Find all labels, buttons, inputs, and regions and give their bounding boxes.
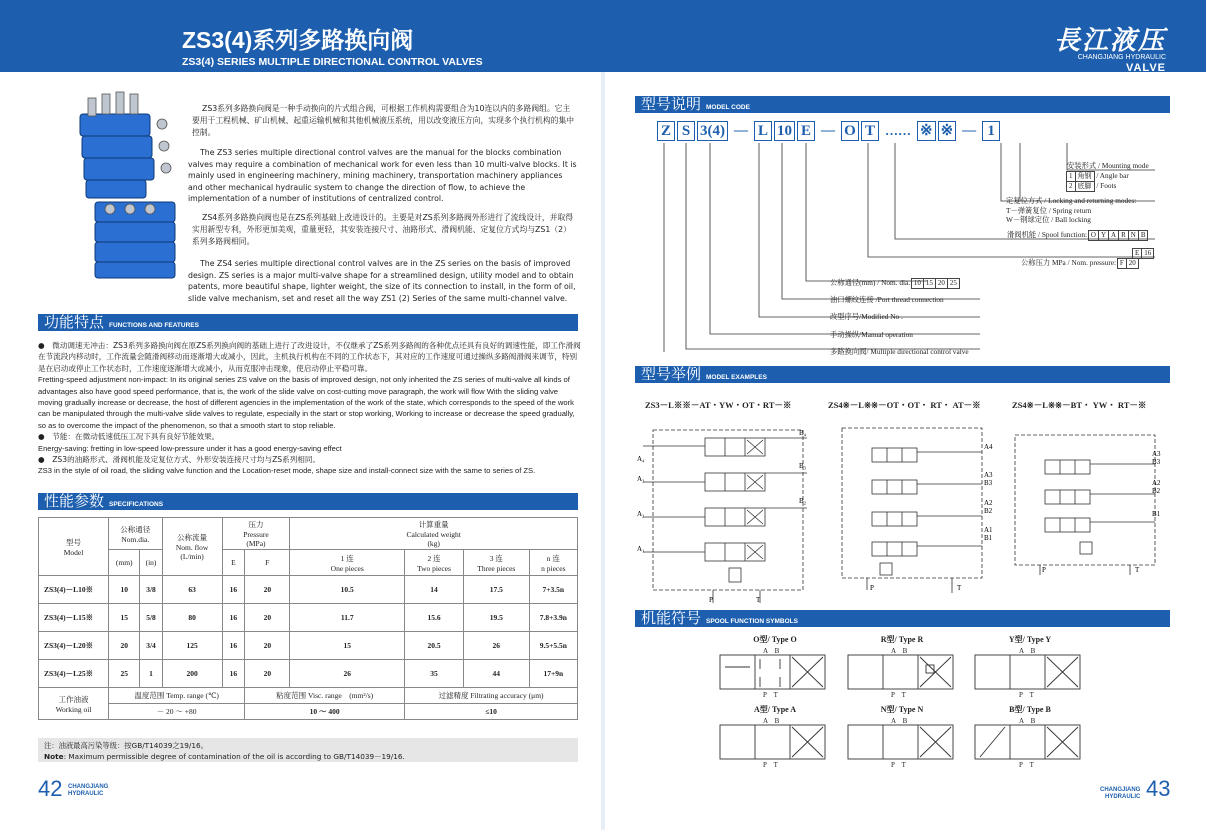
specs-title-en: SPECIFICATIONS [109,501,164,508]
example-1-code: ZS3－L※※－AT・YW・OT・RT－※ [645,400,792,410]
model-code-title: 型号说明 [641,95,702,113]
code-x2: ※ [938,121,957,141]
sym-r-pt: P T [891,691,906,699]
table-row: ZS3(4)－L25※ 25 1 200 16 20 26 35 44 17+9n [39,660,578,688]
note-zh: 注：油液最高污染等级：按GB/T14039之19/16。 [44,741,208,750]
valve-product-image [70,84,190,294]
spool-function-label: 滑阀机能 / Spool function: O Y A R N B [1007,230,1148,241]
code-press: E [797,121,815,141]
manual-operation-label: 手动操纵/Manual operation [830,330,913,339]
sym-y-pt: P T [1019,691,1034,699]
feature-3-zh: ● ZS3的油路形式、滑阀机能及定复位方式、外形安装连接尺寸均与ZS系列相同。 [38,455,321,465]
feature-2-en: Energy-saving: fretting in low-speed low-pressure under it has a good energy-saving effect [38,443,342,453]
col-model-header: 型号 Model [39,518,109,576]
example-2-circuit [832,418,1007,598]
ex1-port-a4: A₄ [637,455,645,463]
model-code-row [657,121,1000,141]
code-z: Z [657,121,675,141]
visc-range-value: 10 ～ 400 [245,704,405,720]
code-dash: — [821,123,835,138]
table-row: ZS3(4)－L10※ 10 3/8 63 16 20 10.5 14 17.5 7+3.5n [39,576,578,604]
specs-title: 性能参数 [44,492,105,510]
code-spool: O [841,121,859,141]
ex3-port-b3: B3 [1152,458,1161,466]
symbol-type-b-title: B型/ Type B [1009,705,1051,714]
sym-a-pt: P T [763,761,778,769]
symbols-bar [635,610,1170,627]
feature-1-en: Fretting-speed adjustment non-impact: In its original series ZS valve on the basis of improved design, not only inherited the ZS series of multi-valve all kinds of advantages also have good speed performance, that is, the work of the slide valve on cost-cutting move paragraph, the work will flow With the sliding valve moving gradually increase or decrease, the host of different agencies in the implementation of the work of the state, which corresponds to the speed of the work can be manipulated through the multi-valve slide valves to regulate, especially in the start or stop working, Working to increase or decrease the speed gradually, so as to overcome the impact of the phenomenon, so that a smooth start to stop reliable. [38,375,575,430]
examples-bar [635,366,1170,383]
pressure-label: 公称压力 MPa / Nom. pressure: F 20 [1021,258,1139,269]
lock-label: 定复位方式 / Locking and returning modes: [1006,196,1137,205]
sym-r-ab: A B [891,647,908,655]
table-row: ZS3(4)－L15※ 15 5/8 80 16 20 11.7 15.6 19.5 7.8+3.9n [39,604,578,632]
lock-option-2: W－钢球定位 / Ball locking [1006,215,1091,224]
example-1-circuit [635,418,820,608]
ex3-port-p: P [1042,566,1046,574]
oil-note [38,738,578,762]
sym-o-pt: P T [763,691,778,699]
example-3-code: ZS4※－L※※－BT・ YW・ RT－※ [1012,400,1147,410]
ex3-port-a3: A3 [1152,450,1161,458]
ex2-port-b3: B3 [984,479,993,487]
ex3-port-a2: A2 [1152,479,1161,487]
unit-e: E [222,550,245,576]
feature-1-zh: ● 微动调速无冲击：ZS3系列多路换向阀在原ZS系列换向阀的基础上进行了改进设计，不仅继承了ZS系列多路阀的各种优点还具有良好的调速性能，即工作滑阀在节流段内移动时，工作流量会随滑阀移动而逐渐增大或减小，因此，主机执行机构在不同的工作状态下，其对应的工作速度可通过操纵多路阀滑阀来调节，特别是在启动或停止工作状态时，工作速度逐渐增大或减小，从而克服冲击现象，使启动停止平稳可靠。 [38,341,581,373]
port-thread-label: 油口螺纹连接 /Port thread connection [830,295,944,304]
unit-f: F [245,550,290,576]
ex1-port-a2: A₂ [637,510,645,518]
examples-title: 型号举例 [641,365,702,383]
code-s: S [677,121,695,141]
nom-dia-label: 公称通径(mm) / Nom. dia. 10 15 20 25 [830,278,960,289]
page-subtitle: ZS3(4) SERIES MULTIPLE DIRECTIONAL CONTROL VALVES [182,56,483,68]
lock-option-1: T－弹簧复位 / Spring return [1006,206,1092,215]
sym-y-ab: A B [1019,647,1036,655]
code-lock: T [861,121,879,141]
symbol-type-o-title: O型/ Type O [753,635,797,644]
col-3pc: 3 连 Three pieces [463,550,529,576]
ex1-port-b3: B₃ [799,462,807,470]
code-l: L [754,121,772,141]
temp-range-value: － 20 ～ +80 [109,704,245,720]
ex3-port-b1: B1 [1152,510,1161,518]
features-title-en: FUNCTIONS AND FEATURES [109,322,199,329]
code-mount: 1 [982,121,1000,141]
example-2-code: ZS4※－L※※－OT・OT・ RT・ AT－※ [828,400,981,410]
ex1-port-t: T [756,596,761,604]
ex2-port-p: P [870,584,874,592]
unit-mm: (mm) [109,550,140,576]
col-flow-header: 公称流量 Nom. flow (L/min) [162,518,222,576]
ex2-port-a1: A1 [984,526,993,534]
feature-3-en: ZS3 in the style of oil road, the sliding valve function and the Location-reset mode, shape size and install-connect size with the same to series of ZS. [38,466,536,476]
model-code-bar [635,96,1170,113]
col-1pc: 1 连 One pieces [290,550,405,576]
examples-title-en: MODEL EXAMPLES [706,374,767,381]
col-npc: n 连 n pieces [529,550,577,576]
page-title: ZS3(4)系列多路换向阀 [182,27,414,53]
filtration-value: ≤10 [405,704,578,720]
sym-a-ab: A B [763,717,780,725]
symbol-type-y-title: Y型/ Type Y [1008,635,1052,644]
brand-logo: 長江液压 [1053,26,1166,56]
page-gutter [601,72,605,830]
intro-zs4-en: The ZS4 series multiple directional control valves are in the ZS series on the basis of improved design. ZS series is a major multi-valve shape for a streamlined design, utility model and to obtain patents, more beautiful shape, lighter weight, the size of its connection to install, in the form of oil, slide valve mechanism, set and reset all the way ZS1 (2) Series of the same multi-channel valve. [188,259,576,303]
features-section-bar [38,314,578,331]
code-dash: — [962,123,977,138]
code-series: 3(4) [697,121,728,141]
ex1-port-a1: A₁ [637,545,645,553]
unit-in: (in) [140,550,162,576]
ex2-port-b1: B1 [984,534,993,542]
spool-symbols-grid [700,645,1170,775]
ex2-port-a3: A3 [984,471,993,479]
ex2-port-b2: B2 [984,507,993,515]
footer-brand-right: CHANGJIANG HYDRAULIC [1100,787,1141,800]
features-list [38,340,583,477]
ex2-port-a2: A2 [984,499,993,507]
col-pressure-header: 压力 Pressure (MPa) [222,518,290,550]
sym-n-pt: P T [891,761,906,769]
symbols-title-en: SPOOL FUNCTION SYMBOLS [706,618,798,625]
working-oil-label: 工作油液 Working oil [39,688,109,720]
code-dots: …… [885,123,911,138]
specs-section-bar [38,493,578,510]
page-number-left: 42 [38,776,63,801]
note-en: Note: Maximum permissible degree of contamination of the oil is according to GB/T14039－19/16. [44,752,405,761]
modified-no-label: 改型序号/Modified No . [830,312,903,321]
ex3-port-t: T [1135,566,1140,574]
code-dash: — [734,123,748,138]
visc-range-label: 粘度范围 Visc. range (mm²/s) [245,688,405,704]
col-weight-header: 计算重量 Calculated weight (kg) [290,518,578,550]
ex1-port-b4: B₄ [799,429,807,437]
press-option-e: E 16 [1133,248,1154,259]
mount-label: 安装形式 / Mounting mode [1067,161,1149,170]
valve-type-label: 多路换向阀/ Multiple directional control valve [830,347,969,356]
ex3-port-b2: B2 [1152,487,1161,495]
symbol-type-r-title: R型/ Type R [880,635,924,644]
brand-valve: VALVE [1125,62,1166,74]
symbol-type-n-title: N型/ Type N [880,705,924,714]
col-2pc: 2 连 Two pieces [405,550,464,576]
example-3-circuit [1010,430,1170,580]
features-title: 功能特点 [44,313,105,331]
ex1-port-p: P [709,596,713,604]
page-number-right: 43 [1146,776,1171,801]
ex2-port-t: T [957,584,962,592]
sym-b-ab: A B [1019,717,1036,725]
page-header [0,0,1206,72]
feature-2-zh: ● 节能：在微动低速低压工况下具有良好节能效果。 [38,432,220,442]
filtration-label: 过滤精度 Filtrating accuracy (μm) [405,688,578,704]
intro-zs3-zh: ZS3系列多路换向阀是一种手动换向的片式组合阀，可根据工作机构需要组合为10连以内的多路阀组。它主要用于工程机械、矿山机械、起重运输机械和其他机械液压系统，用以改变液压方向，实现多个执行机构的集中控制。 [192,104,575,137]
symbol-type-a-title: A型/ Type A [753,705,797,714]
code-x1: ※ [917,121,936,141]
temp-range-label: 温度范围 Temp. range (℃) [109,688,245,704]
mount-option-2: 2 底脚 / Foots [1067,181,1116,192]
brand-name: CHANGJIANG HYDRAULIC [1077,54,1166,61]
model-code-title-en: MODEL CODE [706,104,750,111]
code-dia: 10 [774,121,795,141]
ex2-port-a4: A4 [984,443,993,451]
intro-zs3-en: The ZS3 series multiple directional control valves are the manual for the blocks combination valves may require a combination of mechanical work for even less than 10 multi-valve blocks. It is mainly used in engineering machinery, mining machinery, transportation machinery appliances and other mechanical hydraulic system to change the direction of flow, to achieve the implementation of a number of institutions of centralized control. [188,148,577,203]
table-row: ZS3(4)－L20※ 20 3/4 125 16 20 15 20.5 26 9.5+5.5n [39,632,578,660]
ex1-port-a3: A₃ [637,475,645,483]
sym-n-ab: A B [891,717,908,725]
symbols-title: 机能符号 [641,609,702,627]
col-dia-header: 公称通径 Nom.dia. [109,518,163,550]
intro-zs4-zh: ZS4系列多路换向阀也是在ZS系列基础上改进设计的。主要是对ZS系列多路阀外形进行了流线设计，并取得实用新型专利，外形更加美观，重量更轻，其安装连接尺寸、油路形式、滑阀机能、定复位方式均与ZS1（2）系列多路阀相同。 [192,213,574,246]
mount-option-1: 1 角钢 / Angle bar [1067,171,1129,182]
footer-brand-left: CHANGJIANG HYDRAULIC [68,784,109,797]
specifications-table [38,517,578,720]
ex1-port-b2: B₂ [799,497,807,505]
sym-b-pt: P T [1019,761,1034,769]
sym-o-ab: A B [763,647,780,655]
